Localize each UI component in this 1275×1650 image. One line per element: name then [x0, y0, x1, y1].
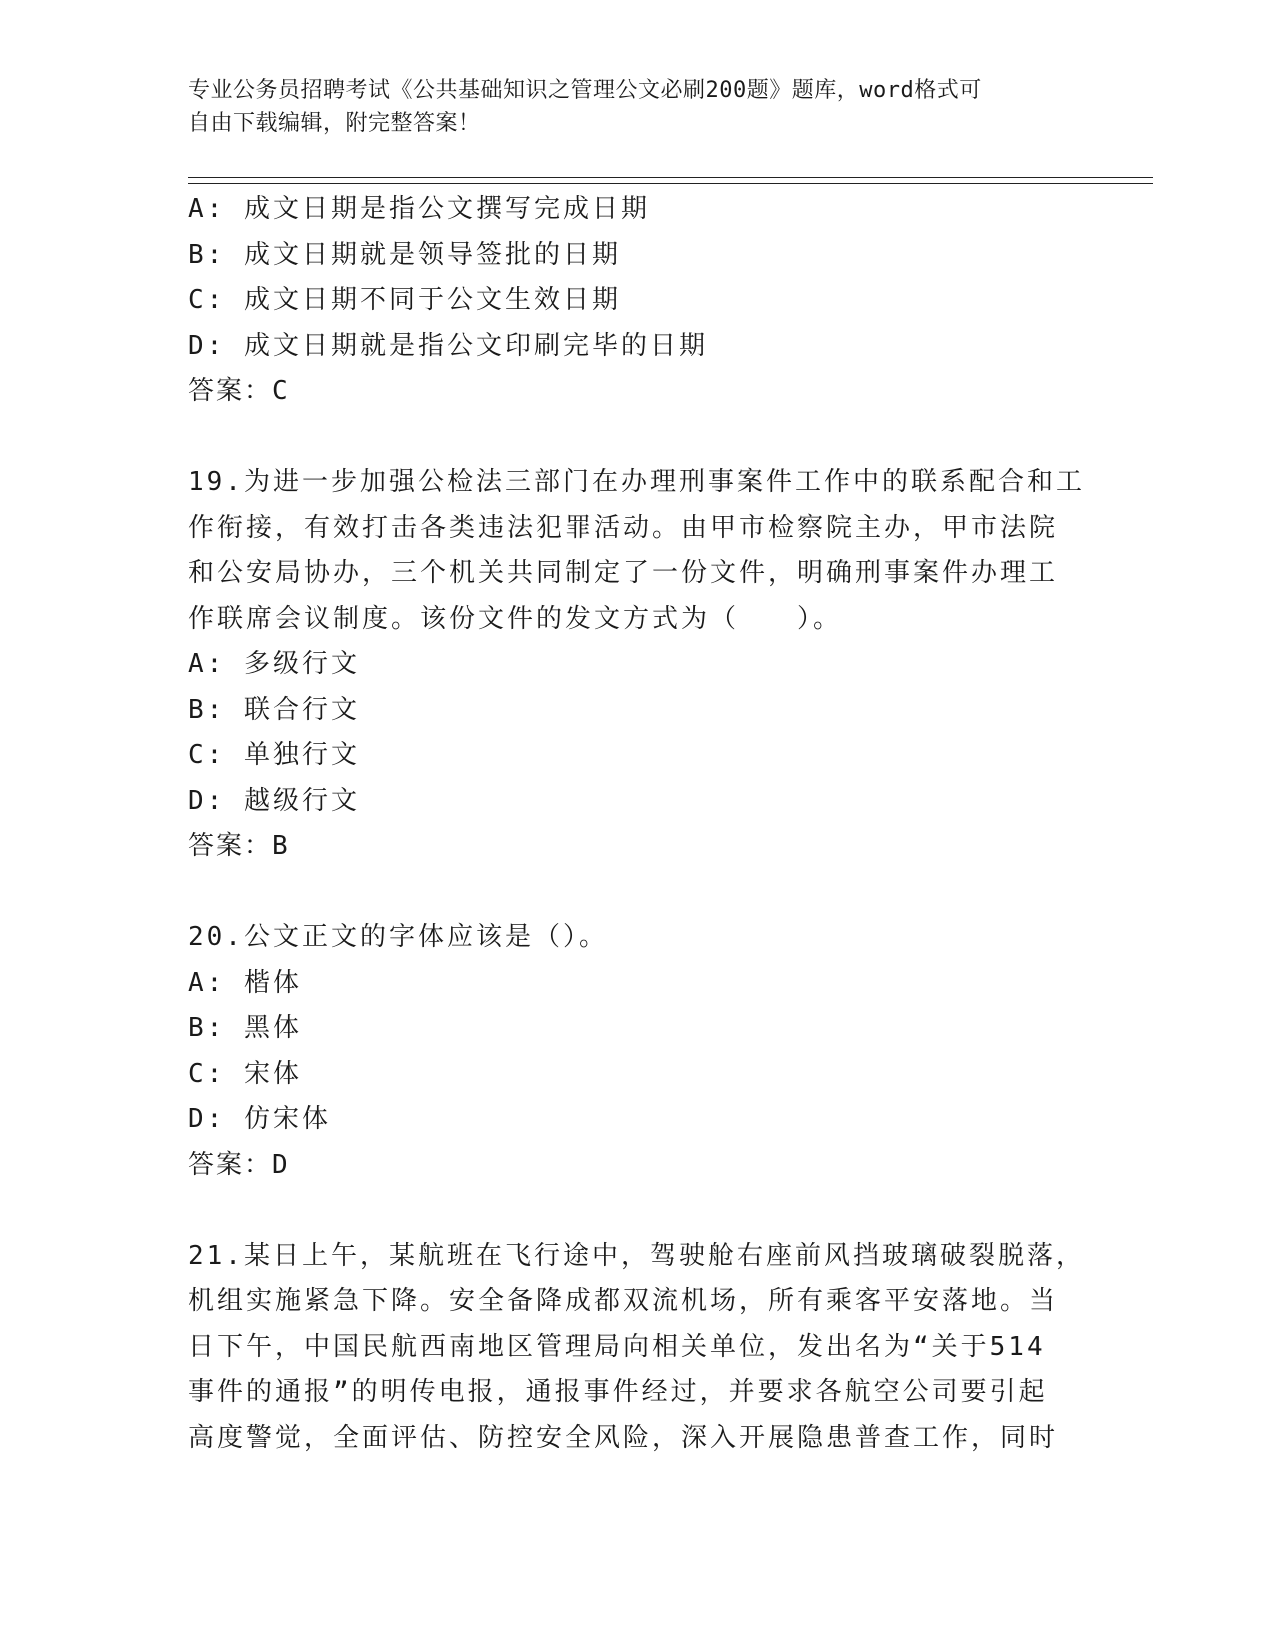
question-list [188, 187, 1088, 1461]
answer: 答案：D [188, 1149, 290, 1180]
header-line-2: 自由下载编辑，附完整答案！ [188, 111, 481, 136]
option-d: D: 越级行文 [188, 785, 360, 816]
spacer [188, 415, 1088, 461]
answer: 答案：C [188, 376, 290, 406]
question-stem-line: 作衔接，有效打击各类违法犯罪活动。由甲市检察院主办，甲市法院 [188, 512, 1059, 543]
question-21 [188, 1234, 1088, 1462]
question-stem-line: 21.某日上午，某航班在飞行途中，驾驶舱右座前风挡玻璃破裂脱落， [188, 1240, 1085, 1271]
answer: 答案：B [188, 831, 290, 861]
option-d: D: 成文日期就是指公文印刷完毕的日期 [188, 330, 708, 361]
option-d: D: 仿宋体 [188, 1104, 331, 1134]
header-divider [188, 177, 1153, 184]
spacer [188, 1188, 1088, 1234]
question-stem-line: 和公安局协办，三个机关共同制定了一份文件，明确刑事案件办理工 [188, 558, 1059, 588]
document-header [188, 74, 1068, 140]
question-stem-line: 高度警觉，全面评估、防控安全风险，深入开展隐患普查工作，同时 [188, 1422, 1059, 1453]
question-stem-line: 19.为进一步加强公检法三部门在办理刑事案件工作中的联系配合和工 [188, 467, 1085, 497]
question-stem-line: 20.公文正文的字体应该是（）。 [188, 922, 608, 952]
header-line-1: 专业公务员招聘考试《公共基础知识之管理公文必刷200题》题库，word格式可 [188, 78, 982, 103]
question-stem-line: 日下午，中国民航西南地区管理局向相关单位，发出名为“关于514 [188, 1331, 1046, 1362]
question-stem-line: 机组实施紧急下降。安全备降成都双流机场，所有乘客平安落地。当 [188, 1286, 1059, 1316]
option-a: A: 多级行文 [188, 649, 360, 679]
question-stem-line: 事件的通报”的明传电报，通报事件经过，并要求各航空公司要引起 [188, 1377, 1048, 1407]
option-b: B: 联合行文 [188, 694, 360, 725]
spacer [188, 870, 1088, 916]
option-a: A: 楷体 [188, 967, 302, 998]
question-stem-line: 作联席会议制度。该份文件的发文方式为（ ）。 [188, 603, 843, 634]
option-b: B: 成文日期就是领导签批的日期 [188, 239, 621, 270]
option-b: B: 黑体 [188, 1013, 302, 1043]
option-c: C: 宋体 [188, 1058, 302, 1089]
question-19 [188, 460, 1088, 870]
document-page [188, 0, 1088, 1650]
option-a: A: 成文日期是指公文撰写完成日期 [188, 194, 650, 224]
question-20 [188, 915, 1088, 1188]
option-c: C: 单独行文 [188, 740, 360, 770]
option-c: C: 成文日期不同于公文生效日期 [188, 285, 621, 315]
question-18 [188, 187, 1088, 415]
